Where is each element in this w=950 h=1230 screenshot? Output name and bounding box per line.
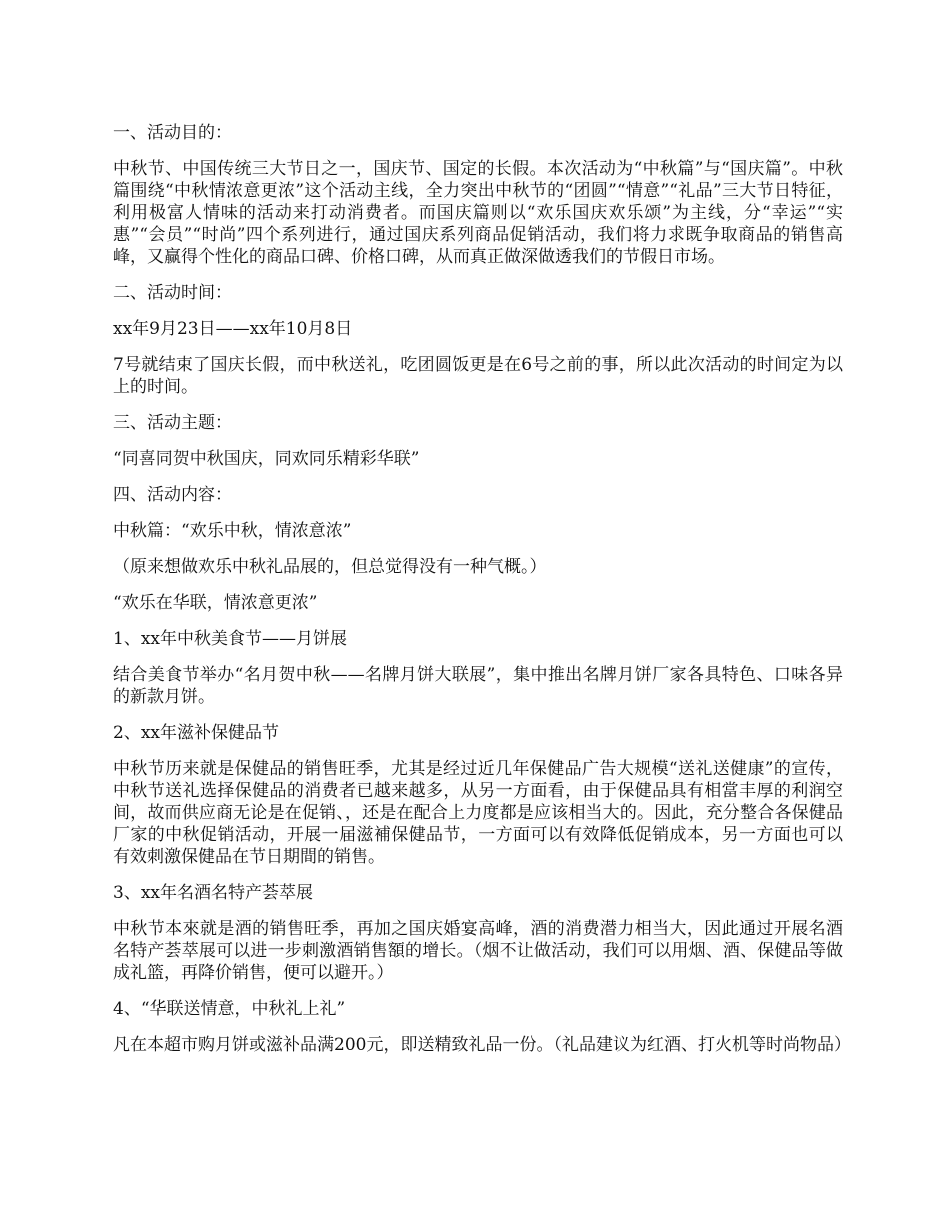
paragraph-theme: “同喜同贺中秋国庆，同欢同乐精彩华联” — [113, 449, 420, 469]
paragraph-date-range: xx年9月23日——xx年10月8日 — [113, 319, 353, 339]
paragraph-time-reason: 7号就结束了国庆长假，而中秋送礼，吃团圆饭更是在6号之前的事，所以此次活动的时间定为以上的时间。 — [113, 355, 843, 397]
item-4-paragraph: 凡在本超市购月饼或滋补品满200元，即送精致礼品一份。（礼品建议为红酒、打火机等时尚物品） — [113, 1035, 851, 1055]
item-4-heading: 4、“华联送情意，中秋礼上礼” — [113, 999, 346, 1019]
heading-time: 二、活动时间： — [113, 283, 232, 303]
item-3-paragraph: 中秋节本來就是酒的销售旺季，再加之国庆婚宴高峰，酒的消费潜力相当大，因此通过开展名酒名特产荟萃展可以进一步刺激酒销售額的增长。（烟不让做活动，我们可以用烟、酒、保健品等做成礼篮，再降价销售，便可以避开。） — [113, 919, 843, 983]
paragraph-purpose: 中秋节、中国传统三大节日之一，国庆节、国定的长假。本次活动为“中秋篇”与“国庆篇”。中秋篇围绕“中秋情浓意更浓”这个活动主线，全力突出中秋节的“团圆”“情意”“礼品”三大节日特征，利用极富人情味的活动来打动消费者。而国庆篇则以“欢乐国庆欢乐颂”为主线，分“幸运”“实惠”“会员”“时尚”四个系列进行，通过国庆系列商品促销活动，我们将力求既争取商品的销售高峰，又赢得个性化的商品口碑、价格口碑，从而真正做深做透我们的节假日市场。 — [113, 159, 843, 267]
paragraph-slogan: “欢乐在华联，情浓意更浓” — [113, 593, 318, 613]
heading-theme: 三、活动主题： — [113, 413, 232, 433]
item-1-heading: 1、xx年中秋美食节——月饼展 — [113, 629, 347, 649]
item-2-heading: 2、xx年滋补保健品节 — [113, 723, 279, 743]
document-body — [113, 122, 851, 1070]
item-2-paragraph: 中秋节历来就是保健品的销售旺季，尤其是经过近几年保健品广告大规模“送礼送健康”的宣传，中秋节送礼选择保健品的消费者已越来越多，从另一方面看，由于保健品具有相當丰厚的利润空间，故而供应商无论是在促销、，还是在配合上力度都是应该相当大的。因此，充分整合各保健品厂家的中秋促销活动，开展一届滋補保健品节，一方面可以有效降低促销成本，另一方面也可以有效刺激保健品在节日期間的销售。 — [113, 759, 843, 867]
item-3-heading: 3、xx年名酒名特产荟萃展 — [113, 883, 313, 903]
heading-content: 四、活动内容： — [113, 485, 232, 505]
heading-purpose: 一、活动目的： — [113, 123, 232, 143]
paragraph-mid-autumn-title: 中秋篇：“欢乐中秋，情浓意浓” — [113, 521, 352, 541]
paragraph-note: （原来想做欢乐中秋礼品展的，但总觉得没有一种气概。） — [113, 557, 547, 577]
item-1-paragraph: 结合美食节举办“名月贺中秋——名牌月饼大联展”，集中推出名牌月饼厂家各具特色、口味各异的新款月饼。 — [113, 665, 843, 707]
